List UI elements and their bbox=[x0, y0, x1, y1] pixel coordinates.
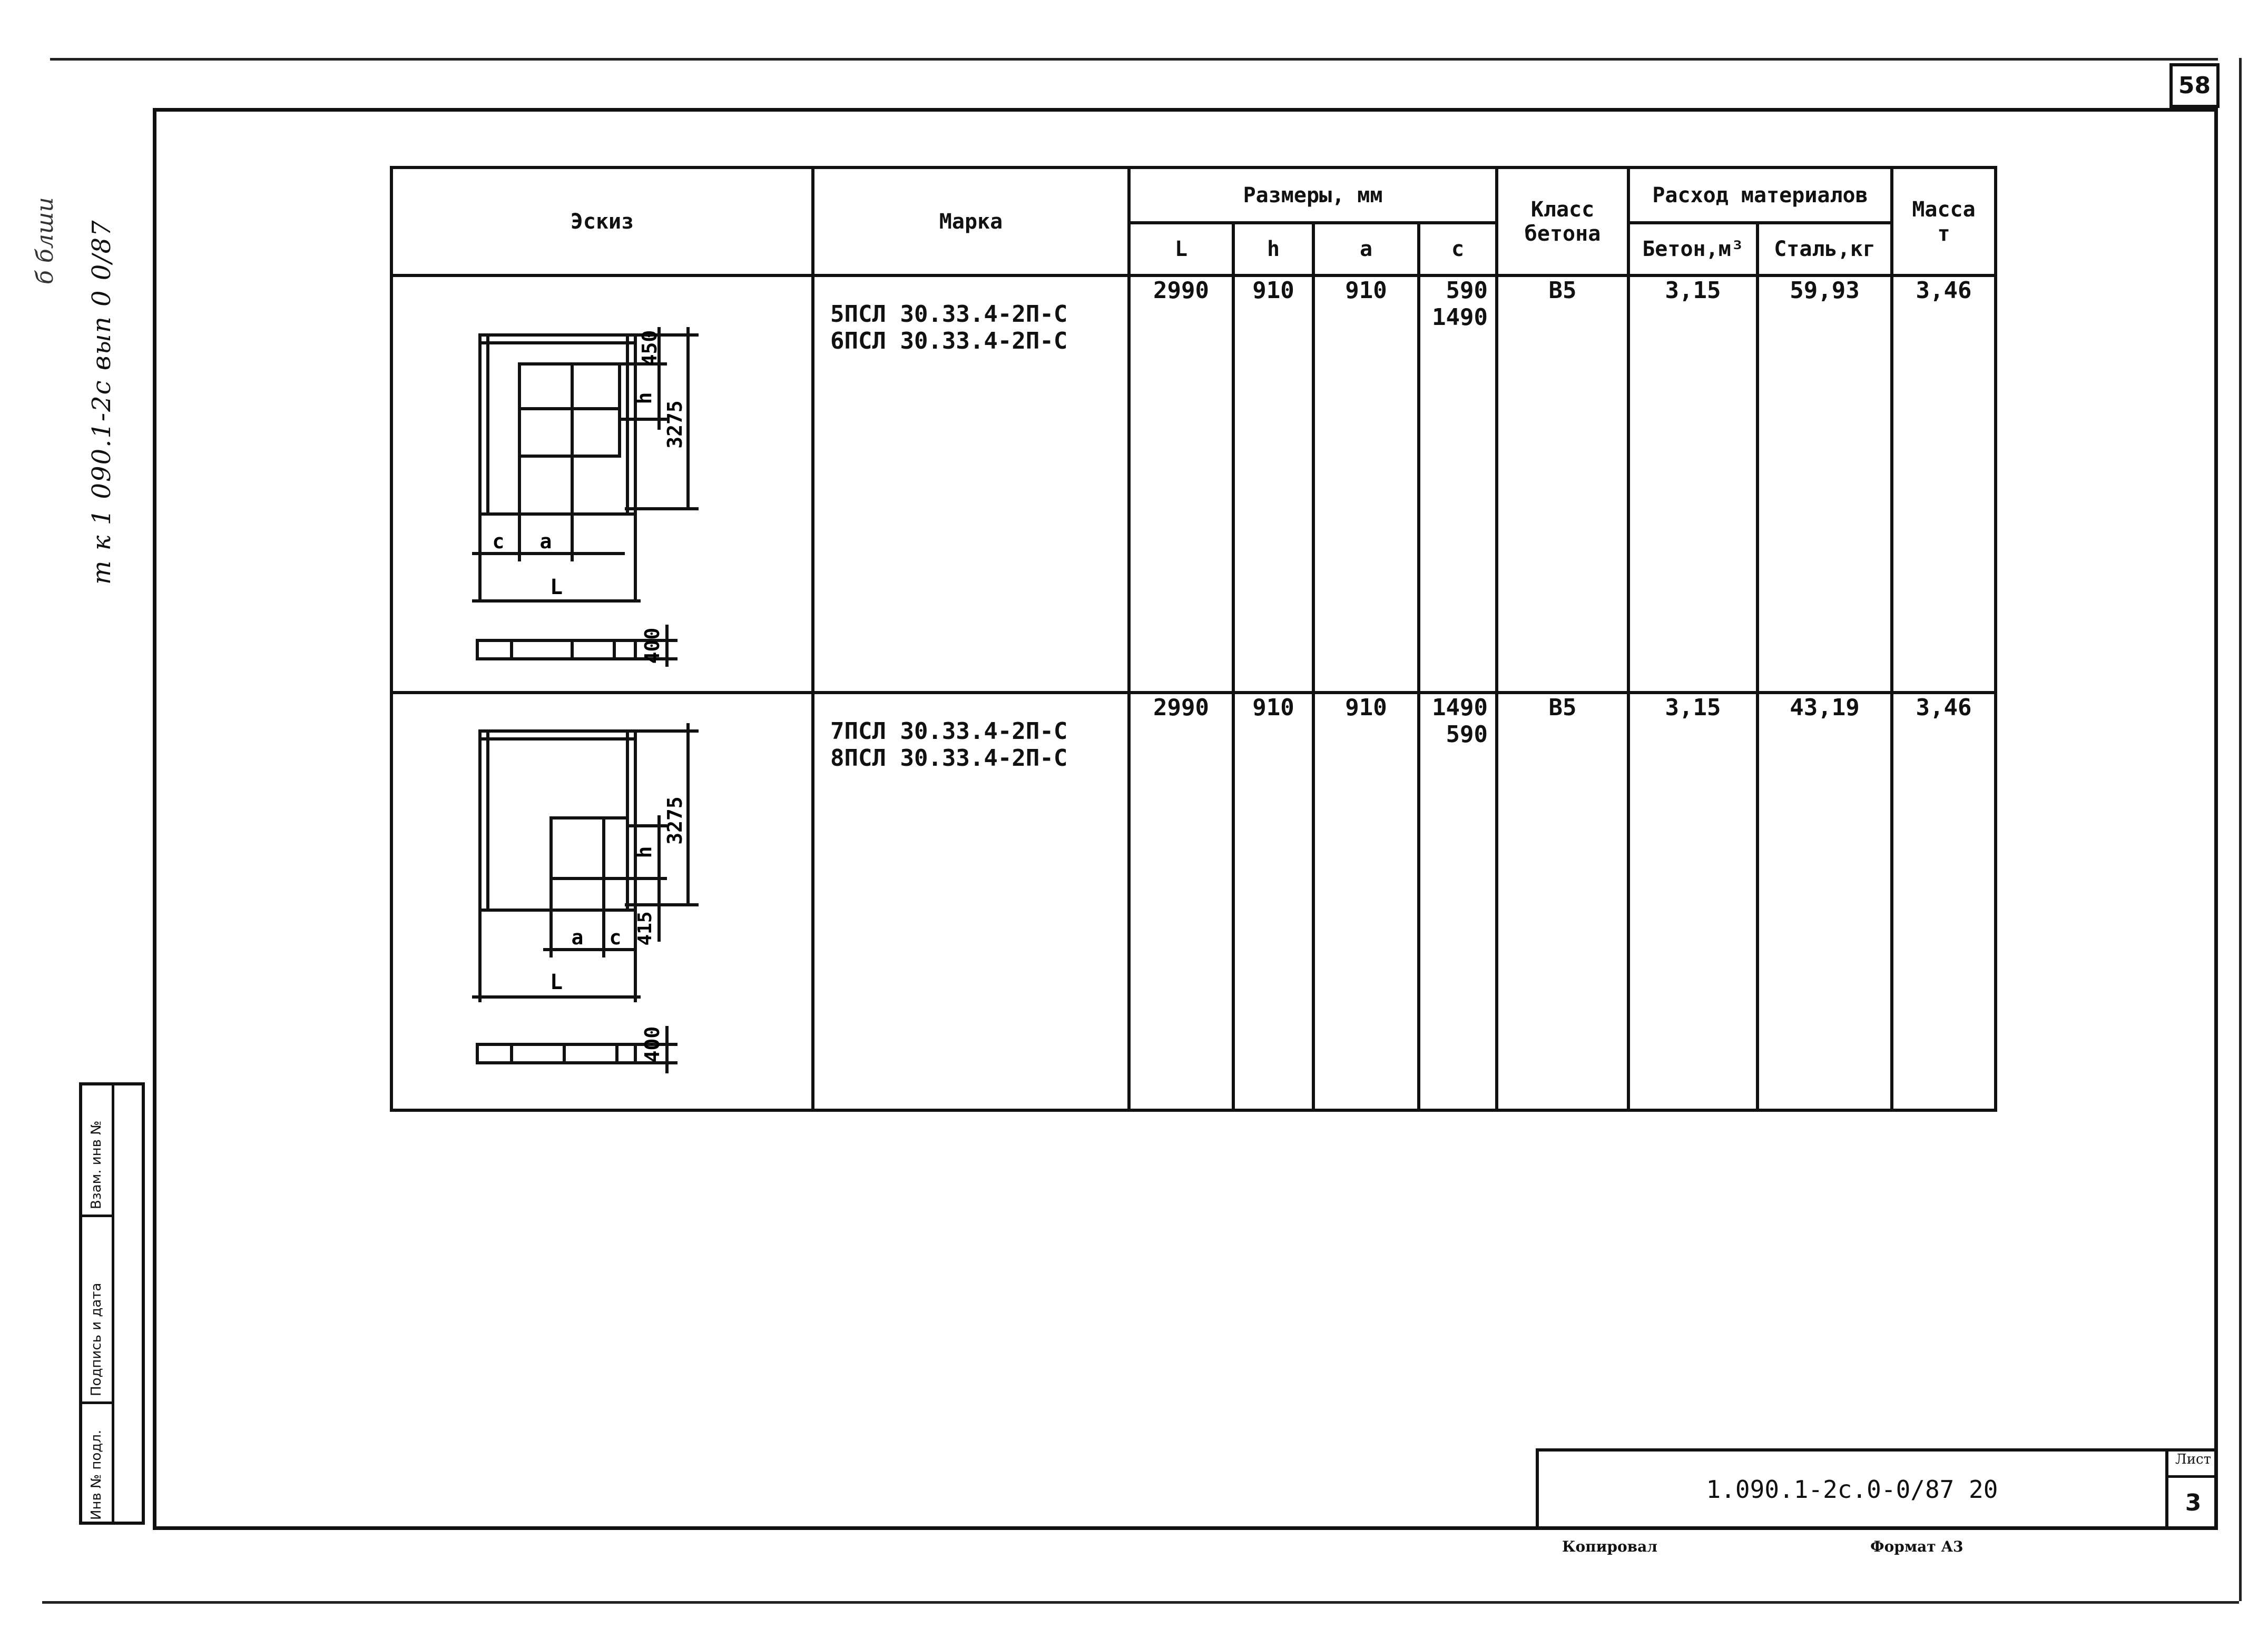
marka-2: 8ПСЛ 30.33.4-2П-С bbox=[830, 745, 1068, 772]
table-row bbox=[391, 693, 1996, 1110]
dim-h-label: h bbox=[633, 392, 656, 404]
table-row bbox=[391, 275, 1996, 693]
page-number: 58 bbox=[2169, 63, 2220, 108]
sketch-cell-2 bbox=[391, 693, 813, 1110]
cell-c-2: 590 bbox=[1446, 721, 1488, 748]
header-marka: Марка bbox=[813, 167, 1129, 275]
header-massa: Масса т bbox=[1892, 167, 1996, 275]
bottom-border-line bbox=[42, 1601, 2239, 1604]
dim-total-label: 3275 bbox=[663, 400, 686, 449]
label-inv-no-podl: Инв № подл. bbox=[89, 1429, 104, 1520]
sheet-box bbox=[2165, 1448, 2218, 1527]
cell-klass: В5 bbox=[1497, 275, 1628, 693]
cell-klass: В5 bbox=[1497, 693, 1628, 1110]
footer-kopiroval: Копировал bbox=[1562, 1538, 1658, 1555]
label-vzam-inv: Взам. инв № bbox=[89, 1120, 104, 1209]
cell-c-1: 1490 bbox=[1432, 694, 1488, 721]
sketch-cell-1 bbox=[391, 275, 813, 693]
stamp-strip bbox=[79, 1082, 145, 1525]
sketch-panel-2 bbox=[393, 694, 804, 1094]
right-border-line bbox=[2239, 58, 2242, 1601]
dim-thk-label: 400 bbox=[641, 627, 664, 664]
door-opening bbox=[551, 818, 627, 910]
panel-outline bbox=[480, 335, 635, 514]
header-beton: Бетон,м³ bbox=[1628, 223, 1758, 275]
cell-beton: 3,15 bbox=[1628, 275, 1758, 693]
sheet-number: 3 bbox=[2185, 1489, 2202, 1516]
sheet-label: Лист bbox=[2168, 1452, 2218, 1478]
dim-a-label: a bbox=[539, 530, 552, 553]
dim-top-label: 450 bbox=[638, 330, 661, 367]
header-razmery: Размеры, мм bbox=[1129, 167, 1497, 223]
dim-total-label: 3275 bbox=[663, 796, 686, 845]
strip-divider bbox=[112, 1085, 114, 1522]
cell-L: 2990 bbox=[1129, 693, 1233, 1110]
cell-c-2: 1490 bbox=[1432, 304, 1488, 331]
cell-massa: 3,46 bbox=[1892, 275, 1996, 693]
marka-1: 7ПСЛ 30.33.4-2П-С bbox=[830, 718, 1068, 745]
dim-c-label: c bbox=[609, 926, 622, 949]
header-rashod: Расход материалов bbox=[1628, 167, 1892, 223]
header-c: c bbox=[1419, 223, 1497, 275]
marka-1: 5ПСЛ 30.33.4-2П-С bbox=[830, 301, 1068, 328]
specification-table bbox=[390, 166, 1997, 1112]
cell-L: 2990 bbox=[1129, 275, 1233, 693]
cell-beton: 3,15 bbox=[1628, 693, 1758, 1110]
dim-thk-label: 400 bbox=[641, 1026, 664, 1063]
side-document-code: т к 1 090.1-2с вып 0 0/87 bbox=[87, 219, 116, 585]
header-klass: Класс бетона bbox=[1497, 167, 1628, 275]
cell-h: 910 bbox=[1233, 693, 1313, 1110]
top-border-line bbox=[50, 58, 2218, 61]
handwritten-note: б блши bbox=[32, 197, 58, 284]
panel-outline bbox=[480, 731, 635, 910]
dim-a-label: a bbox=[571, 926, 584, 949]
sketch-panel-1 bbox=[393, 277, 804, 677]
footer-format: Формат А3 bbox=[1870, 1538, 1963, 1555]
cell-a: 910 bbox=[1313, 275, 1419, 693]
header-eskiz: Эскиз bbox=[391, 167, 813, 275]
dim-h-label: h bbox=[633, 846, 656, 858]
cell-c-1: 590 bbox=[1446, 277, 1488, 304]
dim-L-label: L bbox=[549, 970, 563, 994]
document-code: 1.090.1-2с.0-0/87 20 bbox=[1536, 1448, 2165, 1527]
dim-bot-label: 415 bbox=[634, 911, 656, 946]
header-stal: Сталь,кг bbox=[1758, 223, 1892, 275]
dim-L-label: L bbox=[549, 575, 563, 599]
dim-c-label: c bbox=[492, 530, 505, 553]
header-a: a bbox=[1313, 223, 1419, 275]
marka-2: 6ПСЛ 30.33.4-2П-С bbox=[830, 328, 1068, 354]
cell-h: 910 bbox=[1233, 275, 1313, 693]
cell-stal: 43,19 bbox=[1758, 693, 1892, 1110]
cell-a: 910 bbox=[1313, 693, 1419, 1110]
cell-massa: 3,46 bbox=[1892, 693, 1996, 1110]
header-L: L bbox=[1129, 223, 1233, 275]
cell-stal: 59,93 bbox=[1758, 275, 1892, 693]
header-h: h bbox=[1233, 223, 1313, 275]
label-podpis-data: Подпись и дата bbox=[89, 1282, 104, 1396]
